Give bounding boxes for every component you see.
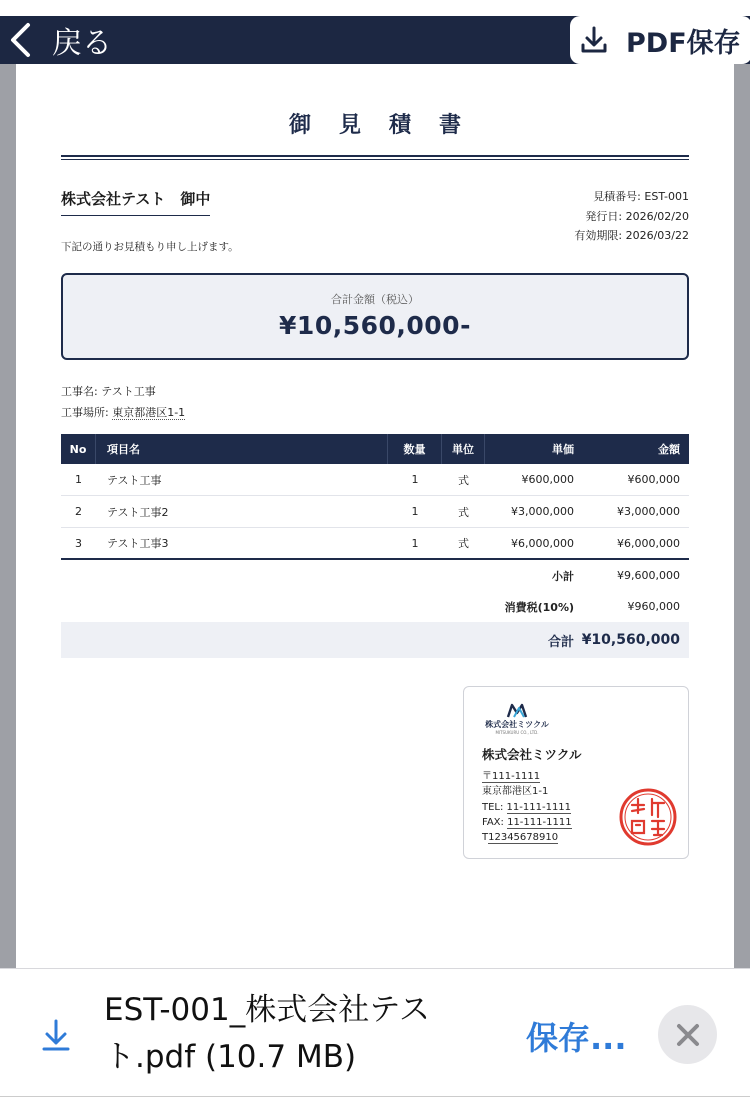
- table-row: [61, 464, 689, 496]
- client-name: 株式会社テスト 御中: [61, 188, 210, 216]
- company-contact: [482, 769, 572, 845]
- pdf-save-label: PDF保存: [626, 27, 741, 59]
- estimate-number: 見積番号: EST-001: [593, 190, 689, 203]
- grand-total-label: 合計: [547, 634, 574, 650]
- subtotal-row: [61, 560, 689, 591]
- row-quantity: 1: [411, 536, 419, 550]
- valid-until: 有効期限: 2026/03/22: [574, 229, 689, 242]
- company-logo-mark-icon: [505, 701, 529, 719]
- project-name-line: [61, 381, 185, 402]
- document-title: 御見積書: [288, 113, 489, 138]
- company-address: 東京都港区1-1: [482, 786, 549, 798]
- project-name-label: 工事名:: [61, 385, 102, 398]
- row-no: 2: [75, 505, 82, 518]
- pdf-save-button[interactable]: [570, 16, 750, 64]
- row-no: 1: [75, 473, 82, 486]
- company-registration-number[interactable]: 12345678910: [488, 832, 559, 844]
- row-item-name: テスト工事: [107, 473, 162, 487]
- subtotal-value: ¥9,600,000: [617, 569, 680, 582]
- row-unit-price: ¥600,000: [521, 473, 574, 486]
- row-unit-price: ¥3,000,000: [511, 505, 574, 518]
- intro-text: 下記の通りお見積もり申し上げます。: [61, 241, 239, 253]
- download-close-button[interactable]: [658, 1005, 717, 1064]
- row-amount: ¥600,000: [627, 473, 680, 486]
- table-row: [61, 528, 689, 560]
- total-label: 合計金額（税込）: [331, 293, 419, 306]
- company-fax[interactable]: 11-111-1111: [507, 816, 572, 828]
- project-name: テスト工事: [101, 385, 156, 398]
- download-icon: [578, 24, 610, 56]
- total-amount-box: [61, 273, 689, 360]
- logo-text: 株式会社ミツクル: [485, 720, 549, 729]
- project-place-label: 工事場所:: [61, 406, 113, 419]
- header-quantity: 数量: [388, 434, 442, 464]
- document-page[interactable]: [16, 64, 734, 968]
- company-tel[interactable]: 11-111-1111: [506, 801, 572, 813]
- row-quantity: 1: [411, 473, 419, 486]
- row-unit: 式: [458, 505, 469, 519]
- download-arrow-icon[interactable]: [40, 1017, 72, 1053]
- top-navigation-bar: [0, 0, 750, 64]
- company-postal[interactable]: 〒111-1111: [482, 771, 541, 782]
- total-amount: ¥10,560,000-: [279, 311, 471, 340]
- back-button[interactable]: [8, 16, 112, 64]
- company-registration-line: [482, 830, 572, 845]
- grand-total-value: ¥10,560,000: [581, 632, 680, 648]
- grand-total-row: [61, 622, 689, 658]
- company-card: [463, 686, 689, 859]
- subtotal-label: 小計: [552, 569, 574, 583]
- project-place-line: [61, 402, 185, 423]
- header-unit: 単位: [442, 434, 485, 464]
- estimate-meta: [574, 187, 689, 246]
- row-item-name: テスト工事3: [107, 537, 169, 550]
- chevron-left-icon: [8, 22, 34, 58]
- download-save-button[interactable]: 保存...: [526, 1019, 627, 1057]
- table-header: [61, 434, 689, 464]
- header-no: No: [61, 434, 96, 464]
- row-item-name: テスト工事2: [107, 505, 169, 519]
- header-amount: 金額: [658, 443, 680, 456]
- company-logo: [482, 701, 552, 737]
- tax-row: [61, 591, 689, 622]
- header-unit-price: 単価: [552, 443, 574, 456]
- close-icon: [675, 1022, 701, 1048]
- table-row: [61, 496, 689, 528]
- download-filename: EST-001_株式会社テスト.pdf (10.7 MB): [104, 992, 430, 1075]
- row-amount: ¥3,000,000: [617, 505, 680, 518]
- company-postal-line: [482, 769, 572, 784]
- registration-prefix: T: [482, 832, 489, 844]
- title-divider-thin: [61, 159, 689, 160]
- row-unit-price: ¥6,000,000: [511, 536, 574, 550]
- row-no: 3: [75, 536, 82, 550]
- tax-label: 消費税(10%): [504, 600, 574, 614]
- project-place[interactable]: 東京都港区1-1: [112, 406, 186, 419]
- row-quantity: 1: [411, 505, 419, 518]
- row-unit: 式: [458, 473, 469, 487]
- download-bar: [0, 968, 750, 1097]
- logo-subtext: MITSUKURU CO., LTD.: [495, 730, 539, 735]
- items-table: [61, 434, 689, 658]
- company-name: 株式会社ミツクル: [482, 747, 582, 762]
- company-fax-line: [482, 815, 572, 830]
- row-amount: ¥6,000,000: [617, 536, 680, 550]
- back-label: 戻る: [52, 26, 112, 61]
- header-item-name: 項目名: [96, 434, 388, 464]
- project-info: [61, 381, 185, 423]
- company-seal-stamp-icon: [618, 787, 678, 847]
- title-divider: [61, 155, 689, 157]
- issue-date: 発行日: 2026/02/20: [585, 209, 689, 223]
- row-unit: 式: [458, 537, 469, 550]
- tax-value: ¥960,000: [627, 600, 680, 613]
- tel-label: TEL:: [482, 801, 507, 813]
- company-tel-line: [482, 800, 572, 815]
- fax-label: FAX:: [482, 816, 508, 828]
